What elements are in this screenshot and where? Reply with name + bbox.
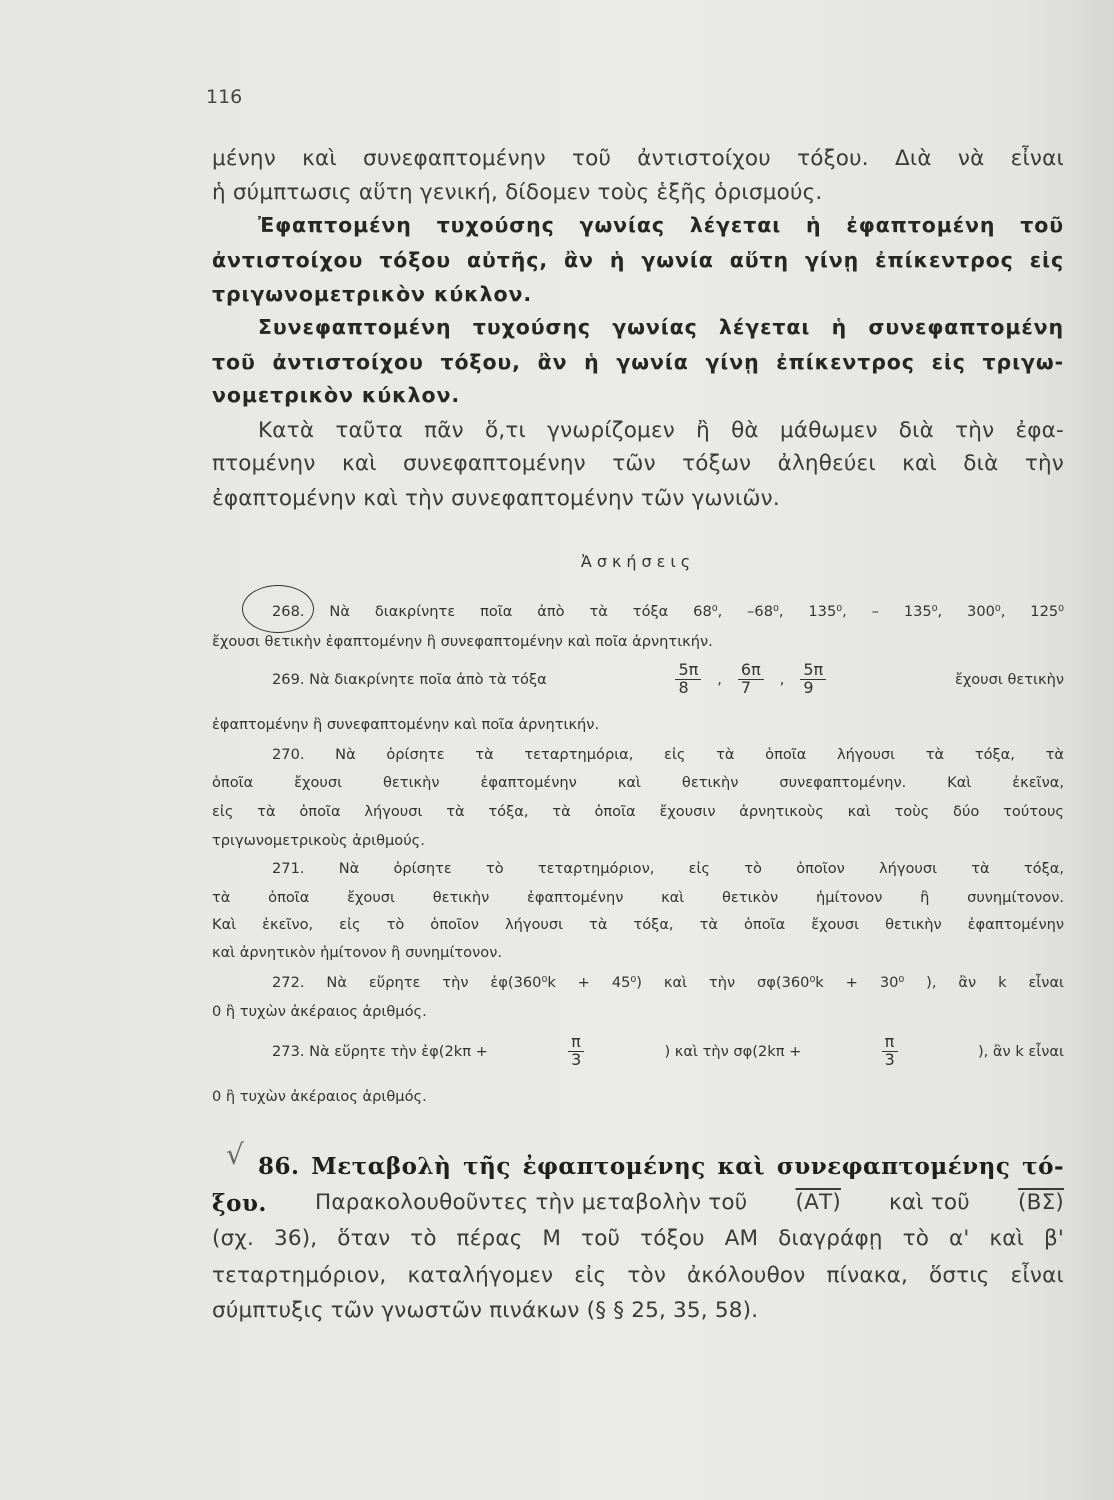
fraction: $\frac{6\pi}{7}$: [738, 662, 764, 697]
exercise-line: ὁποῖα ἔχουσι θετικὴν ἐφαπτομένην καὶ θετικὴν συνεφαπτομένην. Καὶ ἐκεῖνα,: [212, 774, 1064, 791]
exercise-line: 272. Νὰ εὕρητε τὴν ἐφ(360⁰k + 45⁰) καὶ τὴν σφ(360⁰k + 30⁰ ), ἂν k εἶναι: [272, 974, 1064, 991]
exercise-line: 0 ἢ τυχὼν ἀκέραιος ἀριθμός.: [212, 1088, 427, 1105]
definition-line: τριγωνομετρικὸν κύκλον.: [212, 282, 533, 306]
fraction-group: $\frac{5\pi}{8}$ , $\frac{6\pi}{7}$ , $\frac{5\pi}{9}$: [673, 662, 828, 697]
overlined-arc: (ΑΤ): [795, 1190, 841, 1215]
section-text: καὶ τοῦ: [889, 1190, 970, 1215]
text-line: ἡ σύμπτωσις αὕτη γενική, δίδομεν τοὺς ἑξῆς ὁρισμούς.: [212, 180, 823, 205]
exercise-line: καὶ ἀρνητικὸν ἡμίτονον ἢ συνημίτονον.: [212, 944, 502, 961]
exercise-text: ἔχουσι θετικὴν: [954, 670, 1064, 688]
exercise-line: Καὶ ἐκεῖνο, εἰς τὸ ὁποῖον λήγουσι τὰ τόξα, τὰ ὁποῖα ἔχουσι θετικὴν ἐφαπτομένην: [212, 916, 1064, 933]
text-line: πτομένην καὶ συνεφαπτομένην τῶν τόξων ἀληθεύει καὶ διὰ τὴν: [212, 451, 1064, 476]
exercise-number: 268.: [272, 603, 305, 620]
exercise-line: ἐφαπτομένην ἢ συνεφαπτομένην καὶ ποῖα ἀρνητικήν.: [212, 716, 600, 733]
checkmark-icon: √: [226, 1138, 244, 1171]
section-86-line: [212, 1190, 1064, 1217]
exercise-text: Νὰ διακρίνητε ποῖα ἀπὸ τὰ τόξα 68⁰, –68⁰, 135⁰, – 135⁰, 300⁰, 125⁰: [329, 603, 1064, 620]
exercise-text: 273. Νὰ εὕρητε τὴν ἐφ(2kπ +: [272, 1042, 488, 1060]
exercise-line: τριγωνομετρικοὺς ἀριθμούς.: [212, 832, 425, 849]
exercise-text: 269. Νὰ διακρίνητε ποῖα ἀπὸ τὰ τόξα: [272, 670, 547, 688]
exercise-text: ), ἂν k εἶναι: [977, 1042, 1064, 1060]
exercise-line: ἔχουσι θετικὴν ἐφαπτομένην ἢ συνεφαπτομένην καὶ ποῖα ἀρνητικήν.: [212, 633, 713, 650]
fraction: $\frac{\pi}{3}$: [568, 1034, 584, 1069]
section-86-line: σύμπτυξις τῶν γνωστῶν πινάκων (§ § 25, 35, 58).: [212, 1298, 759, 1323]
fraction: $\frac{\pi}{3}$: [882, 1034, 898, 1069]
definition-line: ἀντιστοίχου τόξου αὐτῆς, ἂν ἡ γωνία αὕτη γίνῃ ἐπίκεντρος εἰς: [212, 248, 1064, 272]
exercise-line: 270. Νὰ ὁρίσητε τὰ τεταρτημόρια, εἰς τὰ ὁποῖα λήγουσι τὰ τόξα, τὰ: [272, 746, 1064, 763]
page-number: 116: [206, 86, 243, 108]
section-title-end: ξου.: [212, 1190, 267, 1217]
definition-line: νομετρικὸν κύκλον.: [212, 383, 461, 407]
pencil-circle-annotation: [242, 585, 314, 633]
exercise-268: [212, 603, 1064, 620]
definition-line: Ἐφαπτομένη τυχούσης γωνίας λέγεται ἡ ἐφαπτομένη τοῦ: [258, 213, 1064, 237]
text-line: Κατὰ ταῦτα πᾶν ὅ,τι γνωρίζομεν ἢ θὰ μάθωμεν διὰ τὴν ἐφα-: [258, 418, 1064, 443]
overlined-arc: (ΒΣ): [1018, 1190, 1064, 1215]
exercise-line: 271. Νὰ ὁρίσητε τὸ τεταρτημόριον, εἰς τὸ ὁποῖον λήγουσι τὰ τόξα,: [272, 860, 1064, 877]
section-86-line: (σχ. 36), ὅταν τὸ πέρας Μ τοῦ τόξου ΑΜ διαγράφῃ τὸ α' καὶ β': [212, 1226, 1064, 1251]
exercise-line: εἰς τὰ ὁποῖα λήγουσι τὰ τόξα, τὰ ὁποῖα ἔχουσιν ἀρνητικοὺς καὶ τοὺς δύο τούτους: [212, 803, 1064, 820]
exercise-text: ) καὶ τὴν σφ(2kπ +: [664, 1042, 802, 1060]
fraction: $\frac{5\pi}{9}$: [800, 662, 826, 697]
definition-line: Συνεφαπτομένη τυχούσης γωνίας λέγεται ἡ συνεφαπτομένη: [258, 315, 1064, 339]
exercise-273: [212, 1034, 1064, 1069]
text-line: μένην καὶ συνεφαπτομένην τοῦ ἀντιστοίχου τόξου. Διὰ νὰ εἶναι: [212, 146, 1064, 171]
definition-line: τοῦ ἀντιστοίχου τόξου, ἂν ἡ γωνία γίνῃ ἐπίκεντρος εἰς τριγω-: [212, 350, 1064, 374]
section-86-line: τεταρτημόριον, καταλήγομεν εἰς τὸν ἀκόλουθον πίνακα, ὅστις εἶναι: [212, 1263, 1064, 1288]
exercise-269: [212, 662, 1064, 697]
exercise-line: 0 ἢ τυχὼν ἀκέραιος ἀριθμός.: [212, 1003, 427, 1020]
text-line: ἐφαπτομένην καὶ τὴν συνεφαπτομένην τῶν γωνιῶν.: [212, 486, 780, 511]
exercises-heading: Ἀσκήσεις: [580, 552, 696, 571]
section-text: Παρακολουθοῦντες τὴν μεταβολὴν τοῦ: [315, 1190, 748, 1215]
exercise-line: τὰ ὁποῖα ἔχουσι θετικὴν ἐφαπτομένην καὶ θετικὸν ἡμίτονον ἢ συνημίτονον.: [212, 889, 1064, 906]
fraction: $\frac{5\pi}{8}$: [675, 662, 701, 697]
section-86-title: 86. Μεταβολὴ τῆς ἐφαπτομένης καὶ συνεφαπτομένης τό-: [258, 1153, 1064, 1180]
